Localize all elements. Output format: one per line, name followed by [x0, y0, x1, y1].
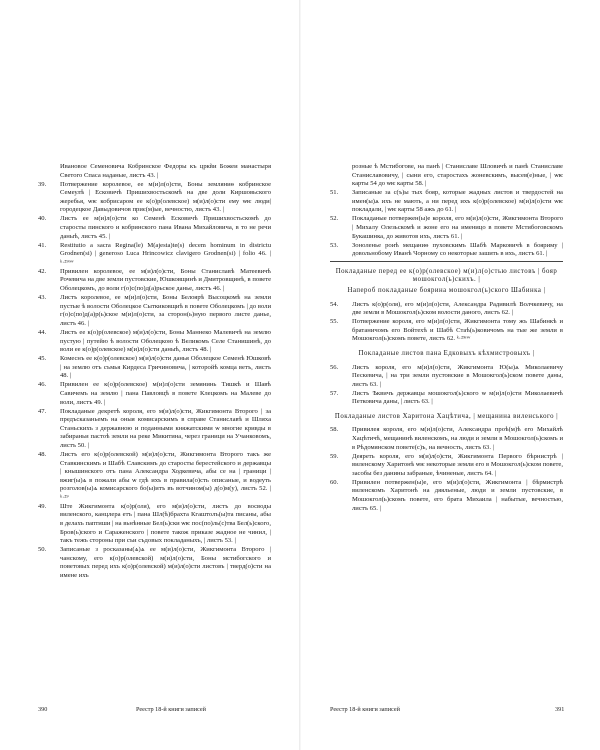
- entry-number: 49.: [38, 502, 47, 510]
- left-column: [38, 163, 271, 581]
- entry-text: Покладаные декретѣ короля, его м(и)л(о)сти, Жикгимонта Второго | за предъсказаньемъ на оныя комисарскимъ в справе Станиславѣ и Шляха Станьскихъ з державною и поданными княжатскими ѡ многие кривды в забираньи пастоѣ земли на реке Микитина, через граници на Учанковомъ, листъ 50. |: [60, 407, 271, 449]
- register-entry: [38, 355, 271, 381]
- register-entry: [330, 189, 563, 215]
- section-rule: [330, 261, 563, 262]
- entry-text: Записаные за с(ъ)ы тых бояр, которые жадных листов и твердостей на имен(ы)ѧ ихъ не мають, а ни перед ихъ к(о)р(олевское) м(и)л(о)сти ѡѥ покладали, | ѡѥ карты 58 ажъ до 61. |: [352, 189, 563, 214]
- entry-text: Листъ его к(о)р(олевской) м(и)л(о)сти, Жикгимонта Второго такъ же Ставкинскимъ и Шабѣ Славскимъ до старосты берестейского и державцы | кнышинского отъ пана Александра Ходкевича, абы се на | граници | вжиг(ы)ѧ в пожали абы ѡ гдѣ ихъ в правила(о)сть описаные, и водеуть розголов(ы)ѧ комисарского бо(ы)итъ въ вотчином(ы) д(о)м(у), листъ 52. | ᵏ·²⁹: [60, 450, 271, 501]
- entry-text: Листъ ее м(и)л(о)сти ко Семенѣ Есковичѣ Пришихвостьскомѣ до старосты пинского и кобринского пана Ивана Михайловича, в то не речи даныѣ, листъ 45. |: [60, 215, 271, 240]
- register-entry: [38, 451, 271, 502]
- section-heading-2: Напероб покладаные боярина мошокгол(ь)ского Шабинка |: [347, 286, 546, 294]
- entry-number: 46.: [38, 381, 47, 389]
- entry-number: 40.: [38, 215, 47, 223]
- section-heading-1: Покладаные перед ее к(о)р(олевское) м(и)л(о)стью листовъ | бояр мошокгол(ь)скихъ. |: [335, 267, 558, 284]
- register-entry: [38, 215, 271, 241]
- entry-number: 42.: [38, 267, 47, 275]
- register-entry: [330, 479, 563, 513]
- entry-text: Комеснъ ее к(о)р(олевское) м(и)л(о)сти данья Оболецкое Семенѣ Юшковѣ | на землю отъ съмья Кирдеса Гричиновича, | которойѣ комца ветъ, листъ 48. |: [60, 355, 271, 380]
- register-entry: [330, 215, 563, 241]
- entry-text: Листъ короля, его м(и)л(о)сти, Жикгимонта Ю(ы)ѧ Миколаевичу Пескевича, | на три земли пустовские в Мошокгол(ь)ском повете даны, листъ 63. |: [352, 363, 563, 388]
- left-entries: [38, 181, 271, 581]
- right-page: [300, 0, 600, 750]
- register-entry: [38, 181, 271, 215]
- right-entries-a: [330, 189, 563, 259]
- section-heading-3: Покладаные листов пана Едковыхъ кѣхмистровыхъ |: [358, 349, 535, 357]
- entry-number: 59.: [330, 452, 339, 460]
- register-entry: [38, 546, 271, 580]
- entry-number: 54.: [330, 300, 339, 308]
- entry-number: 48.: [38, 450, 47, 458]
- entry-text: Потвержение короля, его м(и)л(о)сти, Жикгимонта тому жъ Шабинкѣ и братаничомъ его Войтехѣ и Шабѣ Стаѣ(ь)ковичомъ на тые же земли в Мошокгол(ь)скомъ повете, листъ 62. ᵏ·²⁹ʳᵉᵛ: [352, 318, 563, 343]
- right-column: [330, 163, 563, 514]
- entry-text: Листъ ее к(о)р(олевское) м(и)л(о)сти, Боны Маннеко Малевичѣ на землю пустую | путейю ѣ волости Оболецкою ѣ Великомъ Селе Станишинѣ, до воли ее к(о)р(олевское) м(и)л(о)сти даныѣ, листъ 48. |: [60, 328, 271, 354]
- entry-text: Листъ королевое, ее м(и)л(о)сти, Боны Белоярѣ Высоцкомѣ на земли пустые ѣ волости Оболецкое Сыткиковщиѣ в повете Оболецкомъ | до воли г(о)с(по)д(а)р(ь)ское м(и)л(о)сти, за сторон(ь)ную первого листе данье, листъ 46. |: [60, 294, 271, 327]
- entry-number: 44.: [38, 328, 47, 336]
- entry-text: Привилен потвержен(ы)е, его м(и)л(о)сти, Жикгимонта | бѣрмистрѣ виленскомъ Харитонѣ на дяяльеные, люди и земли пустовские, в Мошокгол(ь)скомъ повете, его брата Михаила | набытые, вечностью, листъ 65. |: [352, 478, 563, 512]
- entry-number: 56.: [330, 363, 339, 371]
- entry-number: 41.: [38, 241, 47, 249]
- right-lead-text: розные ѣ Мстибогове, на панѣ | Станиславе Шловичѣ и панѣ Станиславе Станиславовичу, | сыни его, старостахъ жоневскимъ, высев(е)ные, | ѡѥ карты 54 до ѡѥ карты 58. |: [352, 163, 563, 188]
- entry-number: 50.: [38, 546, 47, 554]
- register-entry: [38, 408, 271, 451]
- left-lead-text: Ивановое Семеновича Кобринское Федоры къ црк̃ви Божеи манастыря Светого Спаса наданые, листъ 43. |: [60, 163, 271, 179]
- entry-text: Записаные з росказаны(ѧ)ѧ ее м(и)л(о)сти, Жикгимонта Второго | чанскому, его к(о)р(олевской) м(и)л(о)сти, Боны мстибогского и поветовых перед ихъ к(о)р(олевской) м(и)л(о)сти листовъ | тверд(о)сти на имене ихъ: [60, 546, 271, 579]
- entry-number: 43.: [38, 294, 47, 302]
- entry-text: Зоноленье роиѣ мещаниѳ пуховскимъ Шабѣ Марковичѣ в бояриму | довольнобому Иванѣ Чорному со некоторые зашить в ихъ, листъ 61. |: [352, 241, 563, 258]
- right-running-title: Реестр 18-й книги записей: [330, 706, 400, 713]
- register-entry: [330, 242, 563, 259]
- entry-text: Покладаные потвержен(ы)е короля, его м(и)л(о)сти, Жикгимонта Второго | Михалу Олезьскомѣ и жоне его на именицо в повете Мстибоговскомъ Букашинка, до животов ихъ, листъ 61. |: [352, 215, 563, 240]
- left-running-title: Реестр 18-й книги записей: [136, 706, 206, 713]
- entry-number: 53.: [330, 241, 339, 249]
- register-entry: [330, 318, 563, 344]
- right-entries-d: [330, 426, 563, 513]
- register-entry: [38, 268, 271, 294]
- register-entry: [330, 426, 563, 452]
- register-entry: [38, 381, 271, 407]
- entry-text: Листъ к(о)р(оля), его м(и)л(о)сти, Александра Радивилѣ Волчкевичу, на две земли в Мошокгол(ь)ском волости даного, листъ 62. |: [352, 300, 563, 317]
- entry-text: Потвержение королевое, ее м(и)л(о)сти, Боны земляниѳ кобринское Семеулѣ | Есковичѣ Пришихвостьскомѣ на две доли Киршовьского жеребья, ѡѥ кобрисаром ее к(о)р(олевское) м(и)л(о)сти ему ѡѥ люди| городецкое Давыдовичов приє(м)ые, вечностю, листъ 43. |: [60, 180, 271, 214]
- right-page-number: 391: [555, 706, 565, 713]
- register-entry: [330, 453, 563, 479]
- entry-number: 51.: [330, 189, 339, 197]
- register-entry: [38, 242, 271, 268]
- register-entry: [330, 390, 563, 407]
- entry-number: 52.: [330, 215, 339, 223]
- entry-number: 58.: [330, 426, 339, 434]
- left-page-number: 390: [38, 706, 48, 713]
- entry-text: Привилен ее к(о)р(олевское) м(и)л(о)сти земянинь Тишкѣ и Шавѣ Савичемъ на землю | пана Павловцѣ в повете Клецкомъ на Малеве до воли, листъ 49. |: [60, 381, 271, 406]
- entry-number: 57.: [330, 389, 339, 397]
- entry-text: Ште Жикгимонта к(о)р(оля), его м(и)л(о)сти, листъ до восводы виленского, канцлера етъ | пана Шл(ѣ)брахта Кгаштолъ(ы)та писаны, абы в делахъ паптиши | на вьнѣнные Бел(ь)ски ѡѥ пос(по)ль(с)тва Бел(ь)ского, Бров(ь)ского и Сараженского | повете також приказе жадное не чинил, | такъ тежъ стороны при съи съдовых покладаныхъ, | листъ 53. |: [60, 502, 271, 545]
- register-entry: [330, 364, 563, 390]
- register-entry: [38, 294, 271, 328]
- entry-number: 60.: [330, 478, 339, 486]
- entry-text: Деяреть короля, его м(и)л(о)сти, Жикгимонта Первого бѣрнистрѣ | виленскому Харитонѣ ѡѥ некоторые земли его в Мошокгол(ь)ском повете, засобы без данины забраные, ѣчиненые, листъ 64. |: [352, 452, 563, 477]
- entry-text: Restitutio a sacra Regina(le) M(ajesta)te(s) decem hominum in districtu Grodnen(si) | generoso Luca Hrincowicz clavigero Grodnen(si) | folio 46. | ᵏ·²⁹ʳᵉᵛ: [60, 241, 271, 266]
- entry-number: 45.: [38, 355, 47, 363]
- entry-number: 39.: [38, 180, 47, 188]
- right-entries-c: [330, 364, 563, 407]
- entry-number: 47.: [38, 407, 47, 415]
- right-entries-b: [330, 301, 563, 344]
- register-entry: [38, 329, 271, 355]
- section-heading-4: Покладаные листов Харитона Хацѣтича, | мещанина виленського |: [334, 412, 559, 420]
- entry-text: Листъ Ѣквичъ державцы мошокгол(ь)ского ѡ м(и)л(о)сти Миколаевичѣ Петковича даны, | листъ 63. |: [352, 389, 563, 406]
- register-entry: [330, 301, 563, 318]
- register-entry: [38, 503, 271, 546]
- entry-number: 55.: [330, 318, 339, 326]
- entry-text: Привилен королевое, ее м(и)л(о)сти, Боны Станиславѣ Матеевичѣ Рочевича на две земли пустовские, Юшковщинѣ и Дмитровщинѣ, в повете Оболецкомъ, до воли г(о)с(по)д(а)рьское данье, листъ 46. |: [60, 267, 271, 293]
- entry-text: Привилея короля, его м(и)л(о)сти, Александра проѣ(м)ѣ его Михайлѣ Хацѣтичѣ, мещанинѣ виленскомъ, на люди и земли в Мошокгол(ь)скомъ и в Рѣдомянском повете(с)ъ, на вечность, листъ 63. |: [352, 426, 563, 451]
